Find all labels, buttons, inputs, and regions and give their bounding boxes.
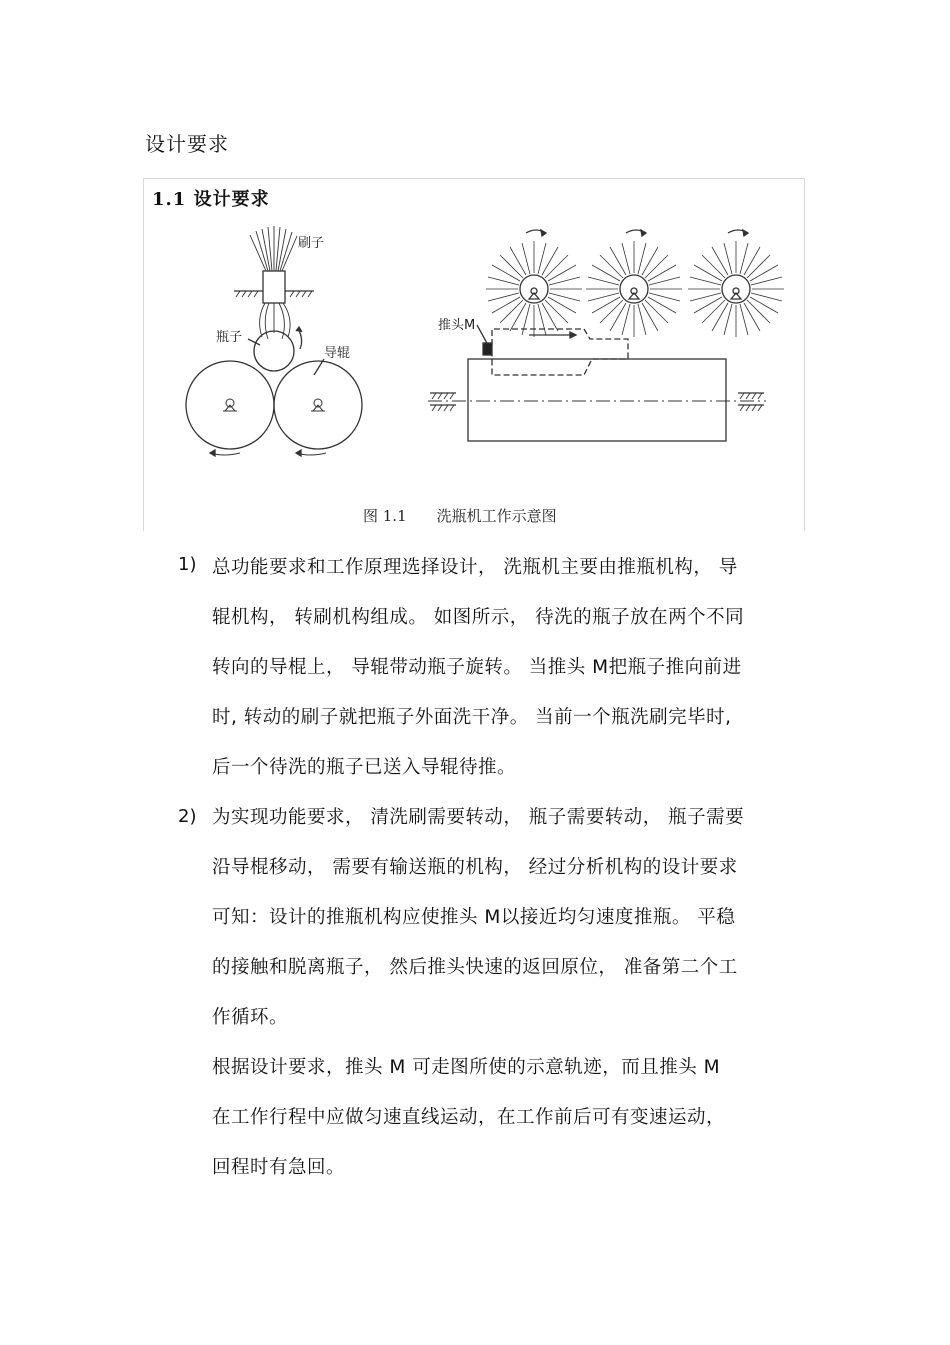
figure-caption: [363, 505, 557, 526]
note-line-2: 在工作行程中应做匀速直线运动，在工作前后可有变速运动，: [212, 1107, 726, 1128]
figure-section-title: 1.1 设计要求: [152, 189, 270, 210]
brush-bristles-left: [250, 226, 297, 271]
note-line-1: 根据设计要求，推头 M 可走图所使的示意轨迹，而且推头 M: [212, 1057, 721, 1078]
rotary-brushes: [486, 230, 784, 337]
brush-holder: [263, 271, 285, 303]
item-1-line-5: 后一个待洗的瓶子已送入导辊待推。: [212, 757, 517, 778]
item-1-line-3: 转向的导棍上， 导辊带动瓶子旋转。 当推头 M把瓶子推向前进: [212, 657, 742, 678]
item-1-line-4: 时, 转动的刷子就把瓶子外面洗干净。 当前一个瓶洗刷完毕时,: [212, 707, 732, 728]
item-number-2: 2): [178, 806, 197, 827]
item-2-line-5: 作循环。: [212, 1007, 289, 1028]
label-pusher: 推头M: [438, 318, 476, 333]
figure-panel: [143, 178, 805, 531]
label-guide-roller: 导辊: [324, 346, 351, 361]
pusher-trajectory: [492, 329, 628, 375]
page-heading: 设计要求: [145, 132, 229, 156]
item-number-1: 1): [178, 554, 197, 575]
note-line-3: 回程时有急回。: [212, 1157, 346, 1178]
figure-caption-text: 洗瓶机工作示意图: [436, 507, 557, 525]
item-1-line-2: 辊机构， 转刷机构组成。 如图所示， 待洗的瓶子放在两个不同: [212, 607, 745, 628]
label-bottle: 瓶子: [216, 330, 243, 345]
item-2-line-1: 为实现功能要求， 清洗刷需要转动， 瓶子需要转动， 瓶子需要: [212, 807, 745, 828]
pusher-block: [483, 343, 492, 355]
item-2-line-3: 可知：设计的推瓶机构应使推头 M以接近均匀速度推瓶。 平稳: [212, 907, 736, 928]
label-brush: 刷子: [298, 236, 325, 251]
long-roller: [468, 359, 726, 441]
figure-caption-number: 图 1.1: [363, 507, 407, 525]
item-2-line-4: 的接触和脱离瓶子， 然后推头快速的返回原位， 准备第二个工: [212, 957, 738, 978]
bottle-circle: [254, 331, 294, 371]
item-1-line-1: 总功能要求和工作原理选择设计， 洗瓶机主要由推瓶机构， 导: [212, 557, 738, 578]
washer-diagram: [144, 179, 804, 531]
item-2-line-2: 沿导棍移动， 需要有输送瓶的机构， 经过分析机构的设计要求: [212, 857, 738, 878]
